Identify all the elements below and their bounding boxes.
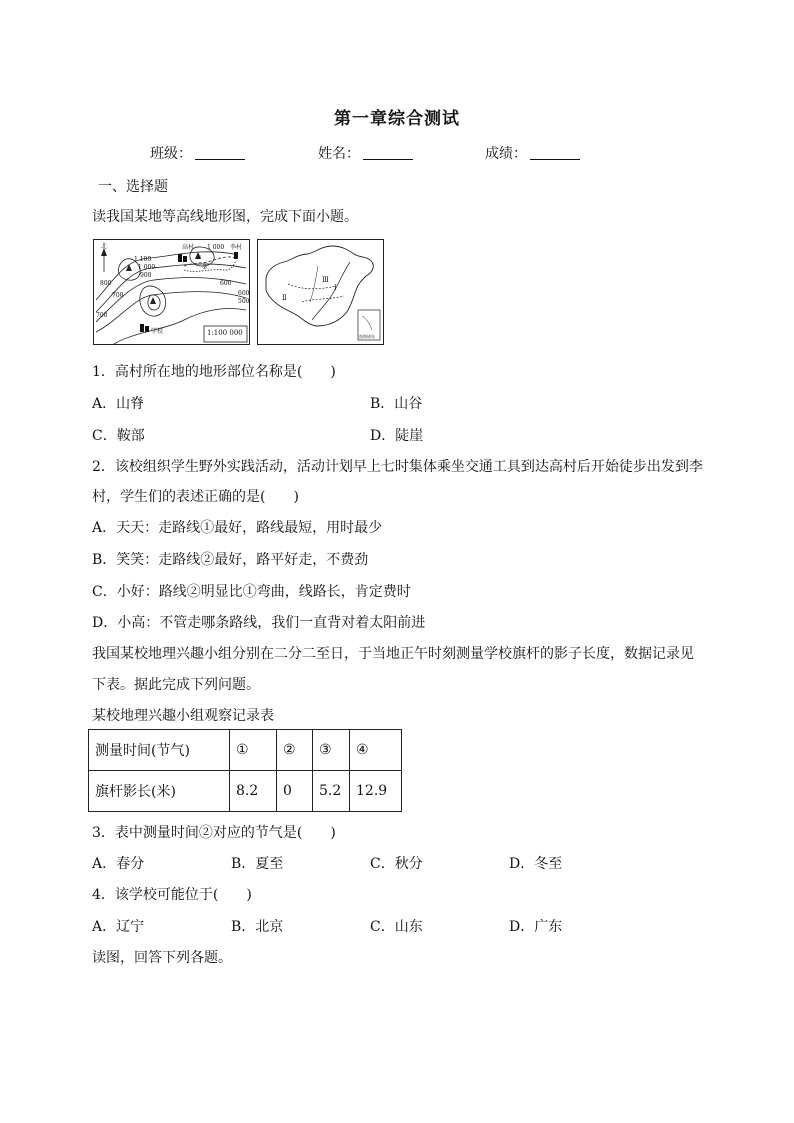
- figure-group: [93, 239, 383, 343]
- question-4-option-c[interactable]: C．山东: [370, 919, 423, 935]
- table-row-header: 旗杆影长(米): [89, 771, 230, 812]
- contour-label-5: 800: [100, 280, 112, 287]
- table-row-header: 测量时间(节气): [89, 730, 230, 771]
- contour-label-7: 600: [238, 290, 250, 297]
- table-caption: 某校地理兴趣小组观察记录表: [92, 708, 274, 724]
- question-2-option-c[interactable]: C．小好：路线②明显比①弯曲，线路长，肯定费时: [92, 584, 411, 600]
- question-4-stem: 4．该学校可能位于( ): [92, 887, 252, 903]
- gao-village-label: 高村: [182, 244, 195, 251]
- route-1-label: ①: [196, 254, 202, 261]
- china-map-svg: [258, 240, 383, 344]
- contour-label-6: 700: [112, 292, 124, 299]
- observation-table: [88, 729, 402, 812]
- scale-label: 1:100 000: [207, 329, 243, 337]
- class-label: 班级：: [150, 146, 192, 162]
- question-4-option-d[interactable]: D．广东: [509, 919, 563, 935]
- intro-text-1: 读我国某地等高线地形图，完成下面小题。: [92, 209, 358, 225]
- question-3-stem: 3．表中测量时间②对应的节气是( ): [92, 825, 336, 841]
- intro-text-3: 读图，回答下列各题。: [92, 950, 232, 966]
- route-2-label: ②: [202, 264, 208, 271]
- question-4-option-b[interactable]: B．北京: [231, 919, 284, 935]
- question-4-option-a[interactable]: A．辽宁: [92, 919, 145, 935]
- class-blank: [195, 145, 245, 160]
- table-cell: ③: [313, 730, 350, 771]
- score-blank: [530, 145, 580, 160]
- score-label: 成绩：: [485, 146, 527, 162]
- table-cell: ②: [277, 730, 313, 771]
- question-2-option-a[interactable]: A．天天：走路线①最好，路线最短，用时最少: [92, 520, 383, 536]
- table-row: [89, 730, 402, 771]
- question-3-option-c[interactable]: C．秋分: [370, 856, 423, 872]
- table-cell: 5.2: [313, 771, 350, 812]
- contour-label-2: 1 100: [134, 256, 152, 263]
- name-blank: [363, 145, 413, 160]
- contour-label-9: 700: [96, 312, 108, 319]
- score-field: [485, 143, 580, 163]
- question-2-stem-line1: 2．该校组织学生野外实践活动，活动计划早上七时集体乘坐交通工具到达高村后开始徒步出发到李: [92, 459, 703, 475]
- contour-label-3: 1 000: [138, 264, 156, 271]
- section-heading: 一、选择题: [98, 179, 168, 195]
- question-2-option-b[interactable]: B．笑笑：走路线②最好，路平好走，不费劲: [92, 552, 369, 568]
- page-title: 第一章综合测试: [334, 109, 460, 129]
- table-cell: 12.9: [350, 771, 402, 812]
- class-field: [150, 143, 245, 163]
- table-cell: ①: [230, 730, 277, 771]
- question-1-option-a[interactable]: A．山脊: [92, 396, 145, 412]
- question-1-stem: 1．高村所在地的地形部位名称是( ): [92, 364, 336, 380]
- region-3-label: Ⅲ: [322, 276, 329, 284]
- question-2-stem-line2: 村，学生们的表述正确的是( ): [92, 489, 299, 505]
- school-label: 学校: [151, 328, 164, 335]
- contour-label-10: 600: [220, 280, 232, 287]
- inset-map-label: 南海诸岛: [359, 334, 375, 339]
- name-label: 姓名：: [318, 146, 360, 162]
- china-map-figure: [257, 239, 384, 345]
- question-1-option-b[interactable]: B．山谷: [370, 396, 423, 412]
- li-village-label: 李村: [230, 244, 243, 251]
- question-2-option-d[interactable]: D．小高：不管走哪条路线，我们一直背对着太阳前进: [92, 615, 426, 631]
- north-label: 北: [101, 243, 108, 250]
- contour-label-8: 500: [238, 298, 250, 305]
- contour-label-1: 1 000: [207, 244, 225, 251]
- table-cell: ④: [350, 730, 402, 771]
- question-3-option-d[interactable]: D．冬至: [509, 856, 563, 872]
- region-1-label: Ⅰ: [334, 284, 337, 292]
- question-3-option-b[interactable]: B．夏至: [231, 856, 284, 872]
- question-1-option-c[interactable]: C．鞍部: [92, 428, 145, 444]
- table-cell: 0: [277, 771, 313, 812]
- contour-label-4: 900: [140, 272, 152, 279]
- contour-map-figure: [93, 239, 250, 345]
- question-3-option-a[interactable]: A．春分: [92, 856, 145, 872]
- question-1-option-d[interactable]: D．陡崖: [370, 428, 424, 444]
- table-cell: 8.2: [230, 771, 277, 812]
- table-row: [89, 771, 402, 812]
- name-field: [318, 143, 413, 163]
- region-2-label: Ⅱ: [282, 294, 287, 302]
- intro-text-2-line2: 下表。据此完成下列问题。: [92, 677, 260, 693]
- student-info-row: [0, 143, 794, 163]
- intro-text-2-line1: 我国某校地理兴趣小组分别在二分二至日，于当地正午时刻测量学校旗杆的影子长度，数据记录见: [92, 646, 694, 662]
